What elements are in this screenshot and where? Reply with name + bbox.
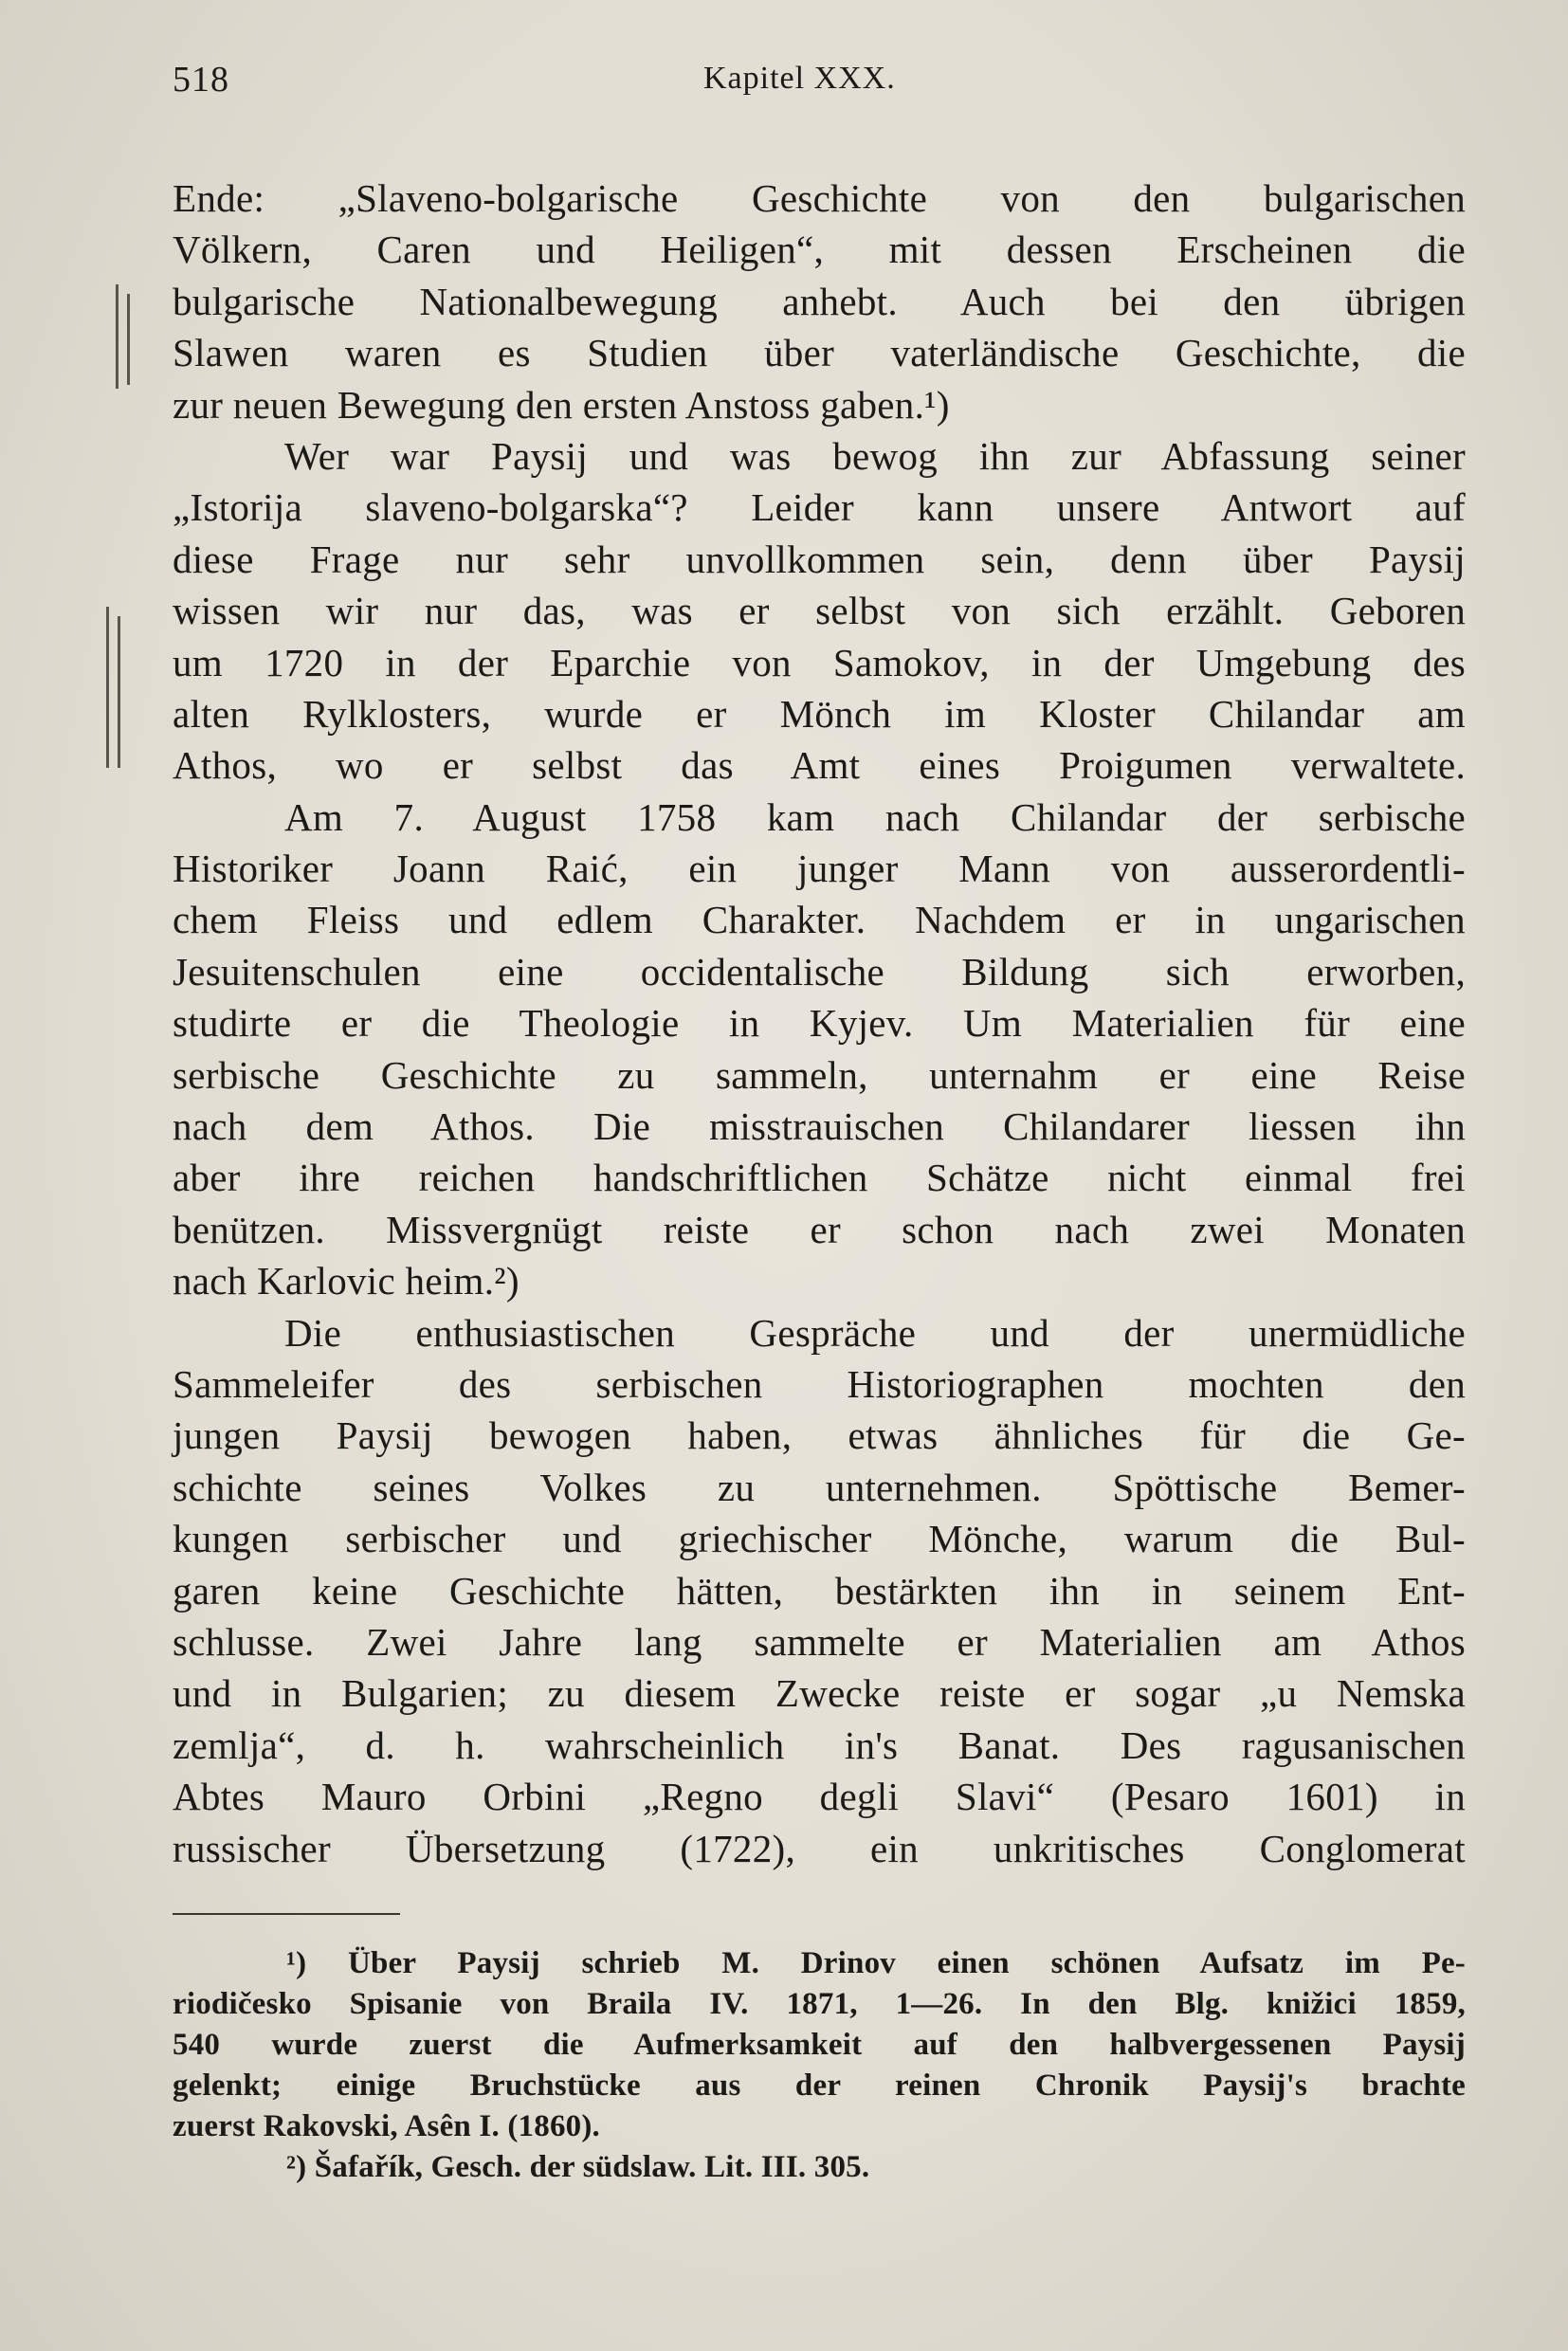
- footnote-line: ¹) Über Paysij schrieb M. Drinov einen schönen Aufsatz im Pe-: [286, 1946, 1466, 1980]
- body-text: [173, 173, 1466, 1874]
- text-line: Die enthusiastischen Gespräche und der unermüdliche: [284, 1310, 1466, 1355]
- text-line: Ende: „Slaveno-bolgarische Geschichte von den bulgarischen: [173, 176, 1466, 220]
- text-line: zur neuen Bewegung den ersten Anstoss gaben.¹): [173, 382, 950, 427]
- text-line: benützen. Missvergnügt reiste er schon nach zwei Monaten: [173, 1207, 1466, 1251]
- text-line: kungen serbischer und griechischer Mönche, warum die Bul-: [173, 1517, 1466, 1561]
- text-line: aber ihre reichen handschriftlichen Schätze nicht einmal frei: [173, 1156, 1466, 1200]
- text-line: um 1720 in der Eparchie von Samokov, in der Umgebung des: [173, 640, 1466, 684]
- text-line: Abtes Mauro Orbini „Regno degli Slavi“ (Pesaro 1601) in: [173, 1775, 1466, 1819]
- text-line: Historiker Joann Raić, ein junger Mann von ausserordentli-: [173, 847, 1466, 891]
- footnote-line: 540 wurde zuerst die Aufmerksamkeit auf den halbvergessenen Paysij: [173, 2028, 1466, 2062]
- text-line: Sammeleifer des serbischen Historiographen mochten den: [173, 1361, 1466, 1406]
- text-line: wissen wir nur das, was er selbst von sich erzählt. Geboren: [173, 589, 1466, 633]
- text-line: bulgarische Nationalbewegung anhebt. Auch bei den übrigen: [173, 279, 1466, 323]
- footnotes: [173, 1943, 1466, 2188]
- margin-mark: [116, 284, 119, 389]
- text-line: chem Fleiss und edlem Charakter. Nachdem er in ungarischen: [173, 898, 1466, 942]
- footnote-rule: [173, 1913, 400, 1915]
- footnote-line: ²) Šafařík, Gesch. der südslaw. Lit. III. 305.: [286, 2150, 870, 2184]
- text-line: Slawen waren es Studien über vaterländische Geschichte, die: [173, 331, 1466, 375]
- footnote-line: zuerst Rakovski, Asên I. (1860).: [173, 2109, 600, 2143]
- text-line: Wer war Paysij und was bewog ihn zur Abfassung seiner: [284, 433, 1466, 478]
- text-line: schichte seines Volkes zu unternehmen. Spöttische Bemer-: [173, 1465, 1466, 1509]
- margin-mark: [118, 616, 120, 768]
- running-title: Kapitel XXX.: [703, 61, 896, 96]
- page-number: 518: [173, 60, 229, 100]
- text-line: jungen Paysij bewogen haben, etwas ähnliches für die Ge-: [173, 1413, 1466, 1458]
- text-line: studirte er die Theologie in Kyjev. Um Materialien für eine: [173, 1001, 1466, 1046]
- margin-mark: [106, 607, 109, 768]
- text-line: nach Karlovic heim.²): [173, 1259, 520, 1303]
- text-line: serbische Geschichte zu sammeln, unternahm er eine Reise: [173, 1052, 1466, 1097]
- text-line: nach dem Athos. Die misstrauischen Chilandarer liessen ihn: [173, 1104, 1466, 1149]
- text-line: garen keine Geschichte hätten, bestärkten ihn in seinem Ent-: [173, 1568, 1466, 1613]
- text-line: Athos, wo er selbst das Amt eines Proigumen verwaltete.: [173, 743, 1466, 788]
- page-header: [173, 59, 1462, 116]
- text-line: Am 7. August 1758 kam nach Chilandar der serbische: [284, 794, 1466, 839]
- margin-mark: [127, 294, 130, 385]
- text-line: diese Frage nur sehr unvollkommen sein, denn über Paysij: [173, 537, 1466, 581]
- text-line: alten Rylklosters, wurde er Mönch im Kloster Chilandar am: [173, 691, 1466, 736]
- text-line: zemlja“, d. h. wahrscheinlich in's Banat. Des ragusanischen: [173, 1722, 1466, 1767]
- text-line: „Istorija slaveno-bolgarska“? Leider kann unsere Antwort auf: [173, 485, 1466, 530]
- text-line: Jesuitenschulen eine occidentalische Bildung sich erworben,: [173, 949, 1466, 993]
- text-line: und in Bulgarien; zu diesem Zwecke reiste er sogar „u Nemska: [173, 1671, 1466, 1716]
- footnote-line: gelenkt; einige Bruchstücke aus der reinen Chronik Paysij's brachte: [173, 2069, 1466, 2103]
- text-line: russischer Übersetzung (1722), ein unkritisches Conglomerat: [173, 1826, 1466, 1870]
- footnote-line: riodičesko Spisanie von Braila IV. 1871, 1—26. In den Blg. knižici 1859,: [173, 1987, 1466, 2021]
- text-line: Völkern, Caren und Heiligen“, mit dessen Erscheinen die: [173, 228, 1466, 272]
- text-line: schlusse. Zwei Jahre lang sammelte er Materialien am Athos: [173, 1619, 1466, 1664]
